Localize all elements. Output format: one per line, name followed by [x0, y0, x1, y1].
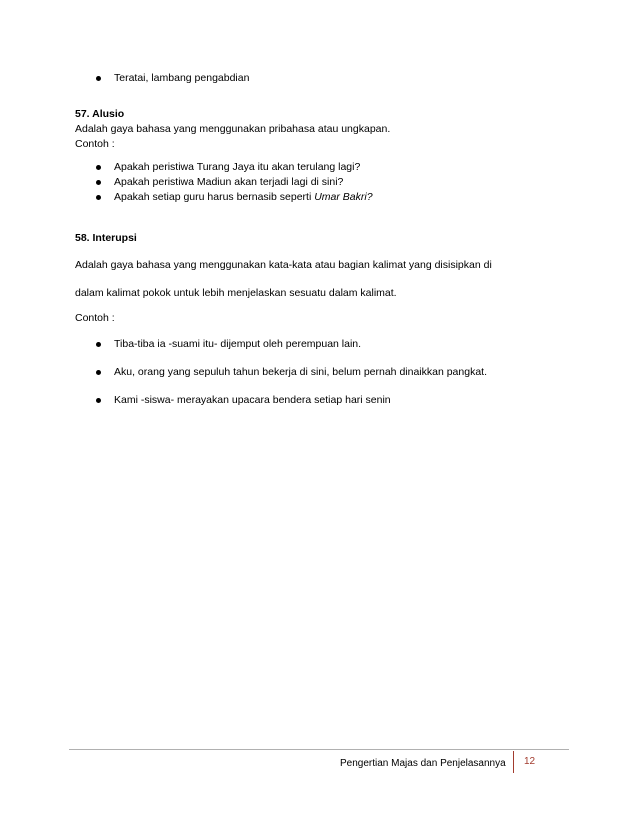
top-bullet-list-block — [75, 71, 575, 86]
list-item — [75, 71, 575, 86]
footer-title: Pengertian Majas dan Penjelasannya — [340, 758, 506, 769]
section-definition: Adalah gaya bahasa yang menggunakan pribahasa atau ungkapan. — [75, 123, 391, 135]
bullet-icon — [96, 370, 101, 375]
section-57 — [75, 107, 575, 205]
bullet-icon — [96, 76, 101, 81]
list-item — [75, 175, 575, 190]
footer-divider — [69, 749, 569, 750]
list-item — [75, 365, 575, 380]
list-item-text: Tiba-tiba ia -suami itu- dijemput oleh perempuan lain. — [114, 338, 362, 350]
list-item — [75, 160, 575, 175]
definition-line: dalam kalimat pokok untuk lebih menjelaskan sesuatu dalam kalimat. — [75, 287, 397, 299]
list-item — [75, 393, 575, 408]
section-definition — [75, 258, 575, 301]
contoh-label: Contoh : — [75, 312, 115, 324]
list-item — [75, 190, 575, 205]
list-item-text: Kami -siswa- merayakan upacara bendera setiap hari senin — [114, 394, 391, 406]
bullet-icon — [96, 180, 101, 185]
bullet-icon — [96, 398, 101, 403]
example-list — [75, 337, 575, 408]
footer-page-number: 12 — [513, 751, 568, 773]
top-bullet-list — [75, 71, 575, 86]
list-item-text: Apakah peristiwa Madiun akan terjadi lagi di sini? — [114, 176, 344, 188]
bullet-icon — [96, 342, 101, 347]
list-item-text-prefix: Apakah setiap guru harus bernasib seperti — [114, 191, 315, 203]
section-heading: 58. Interupsi — [75, 232, 137, 244]
definition-line: Adalah gaya bahasa yang menggunakan kata-kata atau bagian kalimat yang disisipkan di — [75, 259, 492, 271]
example-list — [75, 160, 575, 205]
list-item-text: Aku, orang yang sepuluh tahun bekerja di sini, belum pernah dinaikkan pangkat. — [114, 366, 488, 378]
section-heading: 57. Alusio — [75, 108, 125, 120]
list-item-text: Apakah peristiwa Turang Jaya itu akan terulang lagi? — [114, 161, 361, 173]
list-item-text-italic: Umar Bakri? — [314, 191, 373, 203]
list-item-text: Teratai, lambang pengabdian — [114, 72, 250, 84]
bullet-icon — [96, 195, 101, 200]
bullet-icon — [96, 165, 101, 170]
contoh-label: Contoh : — [75, 138, 115, 150]
list-item — [75, 337, 575, 352]
section-58 — [75, 231, 575, 408]
